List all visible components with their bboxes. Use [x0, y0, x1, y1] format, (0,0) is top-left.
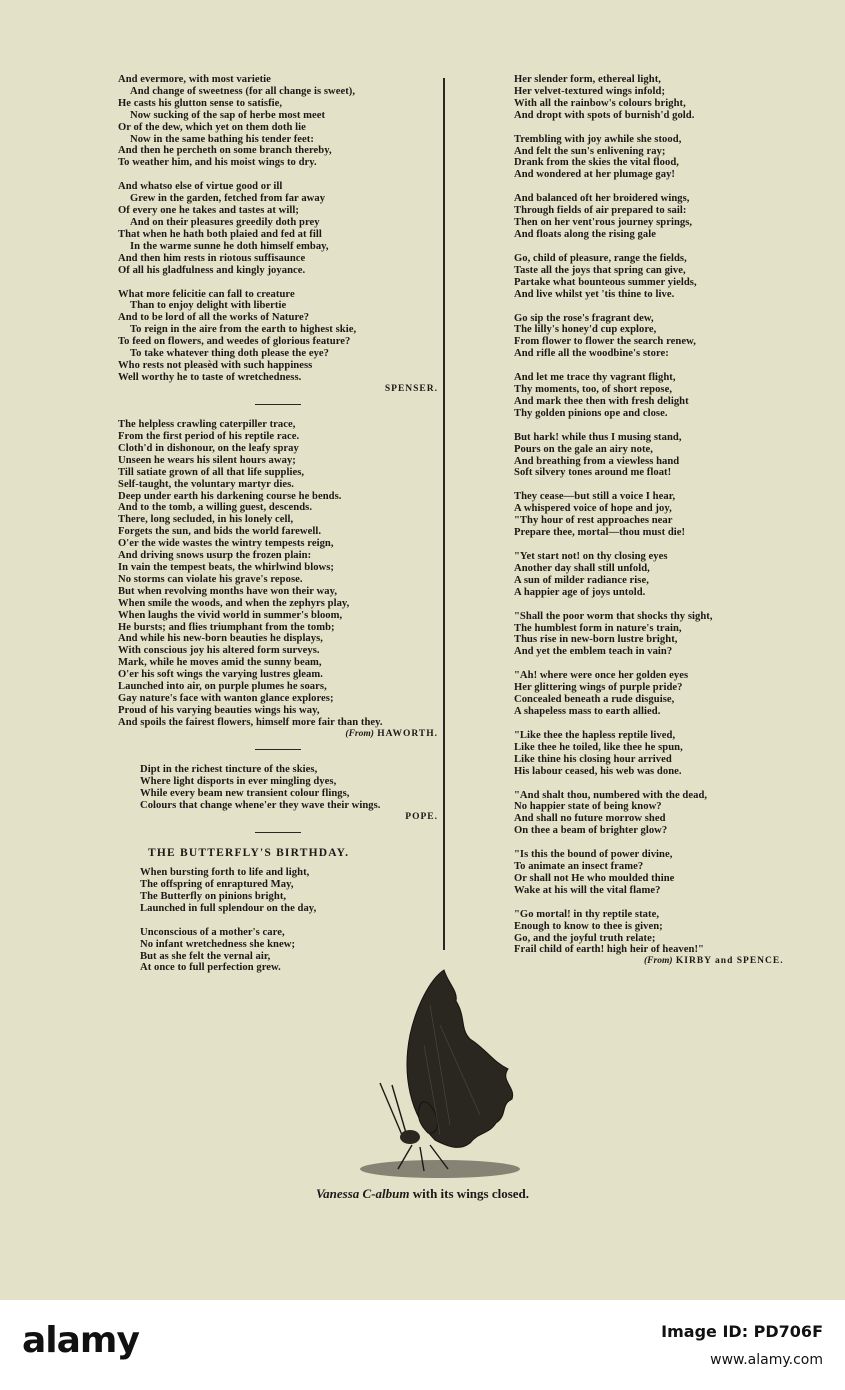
poem-stanza	[514, 611, 814, 659]
attribution-pope: POPE.	[405, 811, 438, 822]
butterfly-illustration	[340, 965, 540, 1185]
caption-species: Vanessa C-album	[315, 1186, 410, 1201]
poem-stanza	[118, 764, 438, 812]
poem-line: A whispered voice of hope and joy,	[514, 503, 672, 515]
poem-line: Drank from the skies the vital flood,	[514, 157, 679, 169]
poem-line: But as she felt the vernal air,	[140, 950, 271, 962]
poem-line: No happier state of being know?	[514, 801, 662, 813]
poem-line: In vain the tempest beats, the whirlwind blows;	[118, 562, 335, 574]
poem-line: With conscious joy his altered form surveys.	[118, 645, 320, 657]
poem-line: He casts his glutton sense to satisfie,	[118, 97, 283, 109]
image-id-label: Image ID: PD706F	[661, 1322, 823, 1341]
poem-line: Taste all the joys that spring can give,	[514, 264, 686, 276]
figure-caption	[0, 1186, 845, 1202]
poem-line: Trembling with joy awhile she stood,	[514, 133, 682, 145]
poem-stanza	[118, 181, 438, 276]
caption-text: with its wings closed.	[412, 1186, 530, 1201]
poem-line: And driving snows usurp the frozen plain:	[118, 550, 312, 562]
poem-line: "Ah! where were once her golden eyes	[514, 670, 689, 682]
attribution-name: KIRBY and SPENCE.	[675, 956, 784, 967]
poem-line: Launched in full splendour on the day,	[140, 902, 317, 914]
poem-line: Her velvet-textured wings infold;	[514, 85, 666, 97]
poem-line: The offspring of enraptured May,	[140, 879, 294, 891]
poem-stanza	[514, 491, 814, 539]
poem-line: Colours that change whene'er they wave their wings.	[140, 799, 381, 811]
poem-line: O'er the wide wastes the wintry tempests reign,	[118, 538, 334, 550]
poem-line: "And shalt thou, numbered with the dead,	[514, 789, 708, 801]
poem-line: And then him rests in riotous suffisaunce	[118, 252, 306, 264]
poem-line: Than to enjoy delight with libertie	[130, 300, 287, 312]
poem-stanza	[514, 909, 814, 957]
poem-line: Her slender form, ethereal light,	[514, 74, 661, 85]
poem-line: From flower to flower the search renew,	[514, 336, 696, 348]
poem-line: And change of sweetness (for all change is sweet),	[130, 85, 356, 97]
poem-line: Or of the dew, which yet on them doth lie	[118, 121, 306, 133]
poem-line: And to the tomb, a willing guest, descends.	[118, 502, 313, 514]
poem-stanza	[514, 253, 814, 301]
poem-line: Of every one he takes and tastes at will;	[118, 205, 299, 217]
poem-line: To animate an insect frame?	[514, 861, 644, 873]
poem-line: And mark thee then with fresh delight	[514, 395, 689, 407]
poem-line: And yet the emblem teach in vain?	[514, 646, 673, 658]
poem-line: Dipt in the richest tincture of the skies,	[140, 764, 318, 776]
poem-line: Grew in the garden, fetched from far away	[130, 193, 326, 205]
poem-line: They cease—but still a voice I hear,	[514, 491, 676, 503]
poem-line: Concealed beneath a rude disguise,	[514, 694, 675, 706]
poem-line: Unconscious of a mother's care,	[140, 926, 285, 938]
poem-line: A happier age of joys untold.	[514, 586, 646, 598]
poem-line: To feed on flowers, and weedes of glorious feature?	[118, 336, 351, 348]
poem-line: Where light disports in ever mingling dyes,	[140, 776, 337, 787]
poem-line: To reign in the aire from the earth to highest skie,	[130, 324, 357, 336]
poem-line: And rifle all the woodbine's store:	[514, 348, 669, 360]
poem-line: Then on her vent'rous journey springs,	[514, 217, 693, 229]
poem-stanza	[118, 867, 438, 915]
poem-line: Now in the same bathing his tender feet:	[130, 133, 314, 145]
poem-line: Thy moments, too, of short repose,	[514, 384, 673, 396]
section-rule	[255, 749, 301, 750]
attribution-name: HAWORTH.	[377, 728, 438, 739]
poem-line: The helpless crawling caterpiller trace,	[118, 419, 296, 431]
poem-line: Enough to know to thee is given;	[514, 920, 663, 932]
poem-line: And then he percheth on some branch thereby,	[118, 145, 332, 157]
poem-line: That when he hath both plaied and fed at fill	[118, 228, 322, 240]
poem-line: He bursts; and flies triumphant from the tomb;	[118, 621, 335, 633]
poem-line: And on their pleasures greedily doth prey	[130, 216, 320, 228]
poem-line: Thus rise in new-born lustre bright,	[514, 634, 678, 646]
poem-line: Go, and the joyful truth relate;	[514, 932, 656, 944]
poem-line: Or shall not He who moulded thine	[514, 872, 675, 884]
poem-stanza	[514, 134, 814, 182]
poem-stanza	[118, 289, 438, 384]
poem-line: And evermore, with most varietie	[118, 74, 271, 85]
poem-line: Prepare thee, mortal—thou must die!	[514, 527, 686, 539]
poem-stanza	[514, 313, 814, 361]
poem-line: Partake what bounteous summer yields,	[514, 276, 697, 288]
watermark-footer	[0, 1300, 845, 1390]
poem-line: And live whilst yet 'tis thine to live.	[514, 288, 675, 300]
poem-stanza	[514, 74, 814, 122]
poem-line: No infant wretchedness she knew;	[140, 938, 296, 950]
poem-line: When laughs the vivid world in summer's bloom,	[118, 609, 343, 621]
poem-stanza	[514, 551, 814, 599]
poem-line: Through fields of air prepared to sail:	[514, 205, 687, 217]
poem-stanza	[514, 193, 814, 241]
poem-line: To take whatever thing doth please the eye?	[130, 348, 330, 360]
attribution-from: (From)	[644, 956, 673, 967]
poem-line: Launched into air, on purple plumes he soars,	[118, 681, 327, 693]
poem-line: "Thy hour of rest approaches near	[514, 515, 673, 527]
poem-line: Wake at his will the vital flame?	[514, 884, 661, 896]
poem-line: Another day shall still unfold,	[514, 562, 650, 574]
poem-line: "Is this the bound of power divine,	[514, 849, 673, 861]
poem-line: "Go mortal! in thy reptile state,	[514, 908, 660, 920]
poem-line: The lilly's honey'd cup explore,	[514, 324, 657, 336]
poem-stanza	[118, 419, 438, 729]
poem-stanza	[514, 432, 814, 480]
poem-line: Of all his gladfulness and kingly joyance.	[118, 264, 306, 276]
poem-line: What more felicitie can fall to creature	[118, 288, 295, 300]
poem-line: His labour ceased, his web was done.	[514, 765, 682, 777]
right-column	[514, 74, 814, 966]
poem-line: Now sucking of the sap of herbe most meet	[130, 109, 326, 121]
poem-line: Gay nature's face with wanton glance explores;	[118, 692, 334, 704]
poem-line: And balanced oft her broidered wings,	[514, 193, 690, 205]
poem-line: "Shall the poor worm that shocks thy sight,	[514, 610, 713, 622]
poem-stanza	[514, 670, 814, 718]
poem-line: At once to full perfection grew.	[140, 962, 281, 974]
poem-line: Go, child of pleasure, range the fields,	[514, 252, 687, 264]
poem-line: On thee a beam of brighter glow?	[514, 825, 668, 837]
poem-line: "Like thee the hapless reptile lived,	[514, 729, 676, 741]
poem-line: And floats along the rising gale	[514, 228, 656, 240]
poem-stanza	[514, 730, 814, 778]
left-column	[118, 74, 438, 986]
poem-line: And to be lord of all the works of Nature?	[118, 312, 310, 324]
poem-line: Cloth'd in dishonour, on the leafy spray	[118, 442, 299, 454]
poem-line: Mark, while he moves amid the sunny beam,	[118, 657, 322, 669]
poem-stanza	[514, 372, 814, 420]
poem-line: When bursting forth to life and light,	[140, 867, 310, 879]
site-url: www.alamy.com	[710, 1352, 823, 1368]
poem-line: Thy golden pinions ope and close.	[514, 407, 668, 419]
poem-title: THE BUTTERFLY'S BIRTHDAY.	[148, 847, 350, 860]
poem-line: Deep under earth his darkening course he bends.	[118, 490, 342, 502]
poem-line: Till satiate grown of all that life supplies,	[118, 466, 305, 478]
poem-line: Who rests not pleasèd with such happiness	[118, 359, 313, 371]
poem-line: Pours on the gale an airy note,	[514, 443, 653, 455]
poem-line: Proud of his varying beauties wings his way,	[118, 704, 320, 716]
poem-line: Go sip the rose's fragrant dew,	[514, 312, 654, 324]
poem-line: And while his new-born beauties he displays,	[118, 633, 323, 645]
poem-line: Her glittering wings of purple pride?	[514, 682, 683, 694]
poem-line: When smile the woods, and when the zephyrs play,	[118, 597, 350, 609]
poem-line: And shall no future morrow shed	[514, 813, 666, 825]
poem-line: From the first period of his reptile race.	[118, 431, 300, 443]
poem-line: In the warme sunne he doth himself embay,	[130, 240, 329, 252]
poem-line: While every beam new transient colour flings,	[140, 787, 350, 799]
attribution-from: (From)	[345, 728, 374, 739]
poem-line: But hark! while thus I musing stand,	[514, 431, 682, 443]
poem-line: Like thine his closing hour arrived	[514, 753, 672, 765]
attribution-spenser: SPENSER.	[384, 383, 438, 394]
alamy-logo: alamy	[22, 1320, 139, 1361]
poem-line: And let me trace thy vagrant flight,	[514, 372, 676, 384]
poem-line: No storms can violate his grave's repose.	[118, 573, 303, 585]
attribution-kirby	[514, 956, 814, 966]
poem-stanza	[514, 849, 814, 897]
poem-line: O'er his soft wings the varying lustres gleam.	[118, 669, 323, 681]
poem-line: And wondered at her plumage gay!	[514, 169, 676, 181]
poem-line: Soft silvery tones around me float!	[514, 467, 672, 479]
poem-line: To weather him, and his moist wings to dry.	[118, 157, 317, 169]
poem-stanza	[514, 790, 814, 838]
poem-stanza	[118, 74, 438, 169]
poem-line: And spoils the fairest flowers, himself more fair than they.	[118, 716, 383, 728]
poem-line: The humblest form in nature's train,	[514, 622, 682, 634]
section-rule	[255, 832, 301, 833]
poem-line: "Yet start not! on thy closing eyes	[514, 551, 668, 562]
poem-line: Forgets the sun, and bids the world farewell.	[118, 526, 322, 538]
poem-line: Frail child of earth! high heir of heaven!"	[514, 944, 704, 956]
poem-line: Self-taught, the voluntary martyr dies.	[118, 478, 294, 490]
poem-line: With all the rainbow's colours bright,	[514, 97, 686, 109]
attribution-haworth	[118, 729, 438, 739]
poem-line: Like thee he toiled, like thee he spun,	[514, 741, 683, 753]
column-divider	[443, 78, 445, 950]
poem-line: But when revolving months have won their way,	[118, 585, 338, 597]
poem-line: A sun of milder radiance rise,	[514, 574, 649, 586]
poem-line: Unseen he wears his silent hours away;	[118, 454, 296, 466]
poem-line: There, long secluded, in his lonely cell,	[118, 514, 294, 526]
poem-line: And dropt with spots of burnish'd gold.	[514, 109, 695, 121]
poem-line: A shapeless mass to earth allied.	[514, 705, 661, 717]
poem-line: The Butterfly on pinions bright,	[140, 890, 287, 902]
poem-line: And felt the sun's enlivening ray;	[514, 145, 666, 157]
poem-line: And whatso else of virtue good or ill	[118, 181, 283, 193]
poem-line: And breathing from a viewless hand	[514, 455, 680, 467]
poem-line: Well worthy he to taste of wretchedness.	[118, 371, 302, 383]
section-rule	[255, 404, 301, 405]
